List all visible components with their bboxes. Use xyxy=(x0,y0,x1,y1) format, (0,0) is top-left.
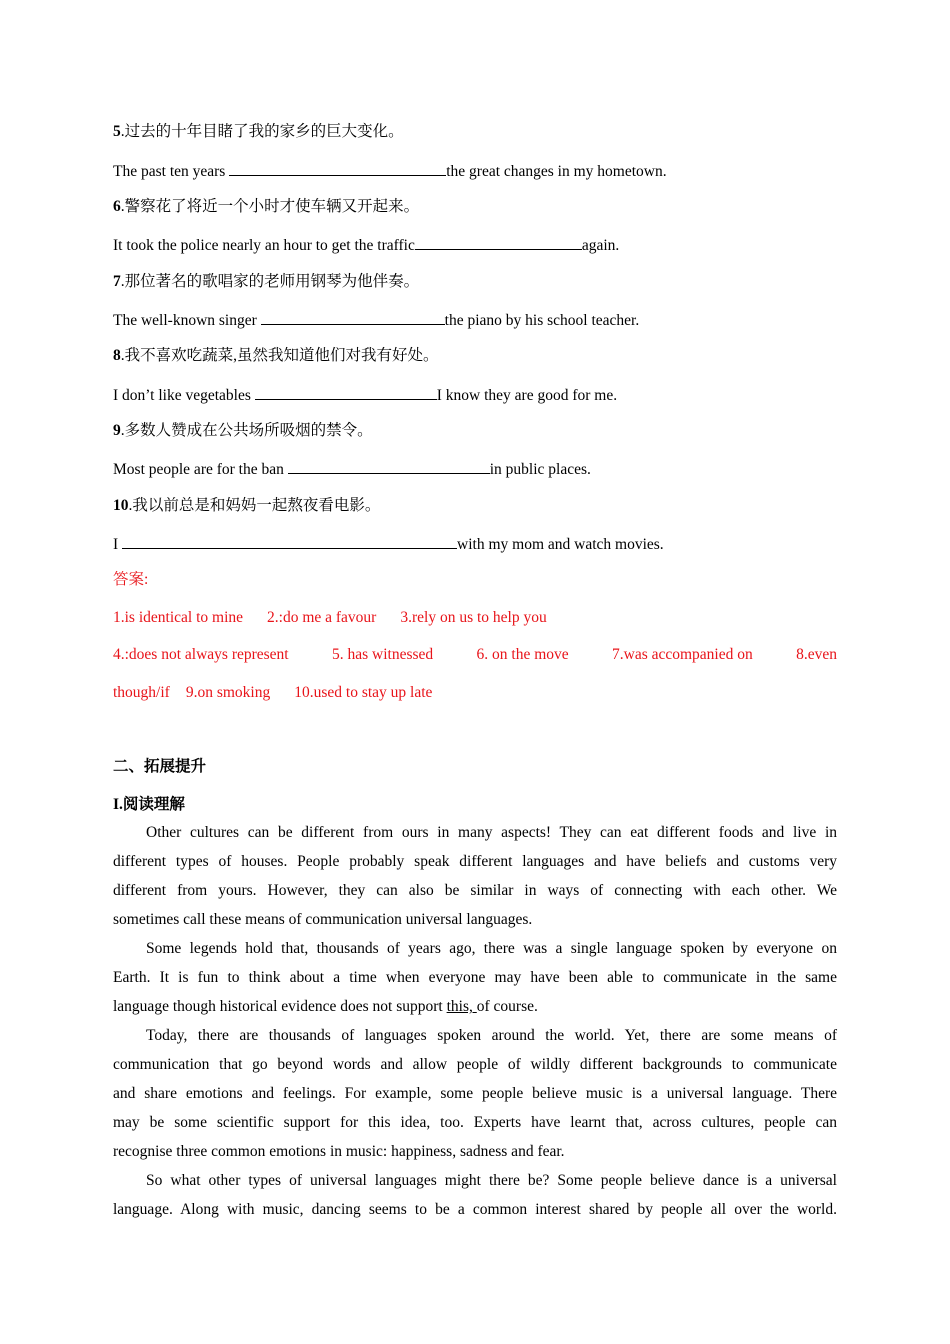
passage-text: language though historical evidence does not support xyxy=(113,998,447,1015)
sentence-end: I know they are good for me. xyxy=(436,387,618,404)
question-6-chinese xyxy=(113,197,419,217)
sentence-start: I don’t like vegetables xyxy=(113,387,255,404)
passage-line: language. Along with music, dancing seems to be a common interest shared by people all over the world. xyxy=(113,1201,837,1218)
passage-line: Other cultures can be different from ours in many aspects! They can eat different foods and live in xyxy=(146,824,837,841)
question-number: 5 xyxy=(113,123,121,140)
answer-item: though/if xyxy=(113,684,170,701)
chinese-prompt: .过去的十年目睹了我的家乡的巨大变化。 xyxy=(120,123,404,140)
question-8-chinese xyxy=(113,346,439,366)
answer-blank[interactable] xyxy=(122,533,457,549)
sentence-start: The well-known singer xyxy=(113,312,261,329)
section-title: 二、拓展提升 xyxy=(113,758,207,775)
passage-line: sometimes call these means of communication universal languages. xyxy=(113,911,533,928)
subsection-title: I.阅读理解 xyxy=(113,796,185,813)
answer-blank[interactable] xyxy=(255,384,437,400)
question-7-english xyxy=(113,309,639,331)
question-9-chinese xyxy=(113,421,373,441)
question-number: 10 xyxy=(113,497,129,514)
question-10-english xyxy=(113,533,664,555)
sentence-end: the piano by his school teacher. xyxy=(444,312,640,329)
answers-row-2 xyxy=(113,645,837,665)
question-5-english xyxy=(113,160,667,182)
question-5-chinese xyxy=(113,122,404,142)
question-number: 8 xyxy=(113,347,121,364)
passage-line: and share emotions and feelings. For example, some people believe music is a universal language. There xyxy=(113,1085,837,1102)
underlined-word: this, xyxy=(446,998,477,1015)
passage-line: may be some scientific support for this idea, too. Experts have learnt that, across cultures, people can xyxy=(113,1114,837,1131)
passage-line: Some legends hold that, thousands of years ago, there was a single language spoken by everyone on xyxy=(146,940,837,957)
chinese-prompt: .我以前总是和妈妈一起熬夜看电影。 xyxy=(128,497,381,514)
answer-item: 6. on the move xyxy=(476,646,569,663)
question-number: 6 xyxy=(113,198,121,215)
chinese-prompt: .警察花了将近一个小时才使车辆又开起来。 xyxy=(120,198,420,215)
chinese-prompt: .我不喜欢吃蔬菜,虽然我知道他们对我有好处。 xyxy=(120,347,439,364)
sentence-end: in public places. xyxy=(489,461,591,478)
question-7-chinese xyxy=(113,272,419,292)
answer-item: 3.rely on us to help you xyxy=(400,609,547,626)
question-8-english xyxy=(113,384,617,406)
sentence-start: I xyxy=(113,536,123,553)
passage-line: So what other types of universal languages might there be? Some people believe dance is a universal xyxy=(146,1172,837,1189)
chinese-prompt: .那位著名的歌唱家的老师用钢琴为他伴奏。 xyxy=(120,273,420,290)
answer-blank[interactable] xyxy=(288,458,490,474)
passage-paragraph-4 xyxy=(113,1166,837,1224)
passage-line: recognise three common emotions in music: happiness, sadness and fear. xyxy=(113,1143,565,1160)
sentence-start: Most people are for the ban xyxy=(113,461,288,478)
answer-blank[interactable] xyxy=(261,309,445,325)
answer-item: 2.:do me a favour xyxy=(267,609,377,626)
passage-paragraph-1 xyxy=(113,818,837,934)
question-number: 7 xyxy=(113,273,121,290)
answer-item: 5. has witnessed xyxy=(331,646,434,663)
answer-blank[interactable] xyxy=(229,160,446,176)
question-6-english xyxy=(113,234,619,256)
passage-line: Earth. It is fun to think about a time when everyone may have been able to communicate in the same xyxy=(113,969,837,986)
question-10-chinese xyxy=(113,496,380,516)
answer-blank[interactable] xyxy=(415,234,582,250)
sentence-start: The past ten years xyxy=(113,163,230,180)
answer-item: 1.is identical to mine xyxy=(113,609,244,626)
sentence-end: the great changes in my hometown. xyxy=(446,163,667,180)
passage-line xyxy=(113,992,837,1021)
answer-item: 7.was accompanied on xyxy=(612,646,753,663)
answers-row-1 xyxy=(113,608,547,628)
answers-row-3 xyxy=(113,683,432,703)
sentence-start: It took the police nearly an hour to get the traffic xyxy=(113,237,415,254)
answer-item: 4.:does not always represent xyxy=(113,646,289,663)
sentence-end: with my mom and watch movies. xyxy=(457,536,664,553)
passage-line: Today, there are thousands of languages spoken around the world. Yet, there are some means of xyxy=(146,1027,837,1044)
question-9-english xyxy=(113,458,591,480)
passage-line: different from yours. However, they can also be similar in ways of connecting with each other. We xyxy=(113,882,837,899)
answer-item: 9.on smoking xyxy=(185,684,271,701)
passage-paragraph-3 xyxy=(113,1021,837,1166)
passage-line: communication that go beyond words and allow people of wildly different backgrounds to communicate xyxy=(113,1056,837,1073)
answer-item: 8.even xyxy=(796,646,837,663)
passage-text: of course. xyxy=(476,998,538,1015)
passage-paragraph-2 xyxy=(113,934,837,1021)
answer-item: 10.used to stay up late xyxy=(294,684,433,701)
passage-line: different types of houses. People probably speak different languages and have beliefs and customs very xyxy=(113,853,837,870)
question-number: 9 xyxy=(113,422,121,439)
sentence-end: again. xyxy=(581,237,620,254)
answers-label: 答案: xyxy=(113,571,149,588)
chinese-prompt: .多数人赞成在公共场所吸烟的禁令。 xyxy=(120,422,373,439)
